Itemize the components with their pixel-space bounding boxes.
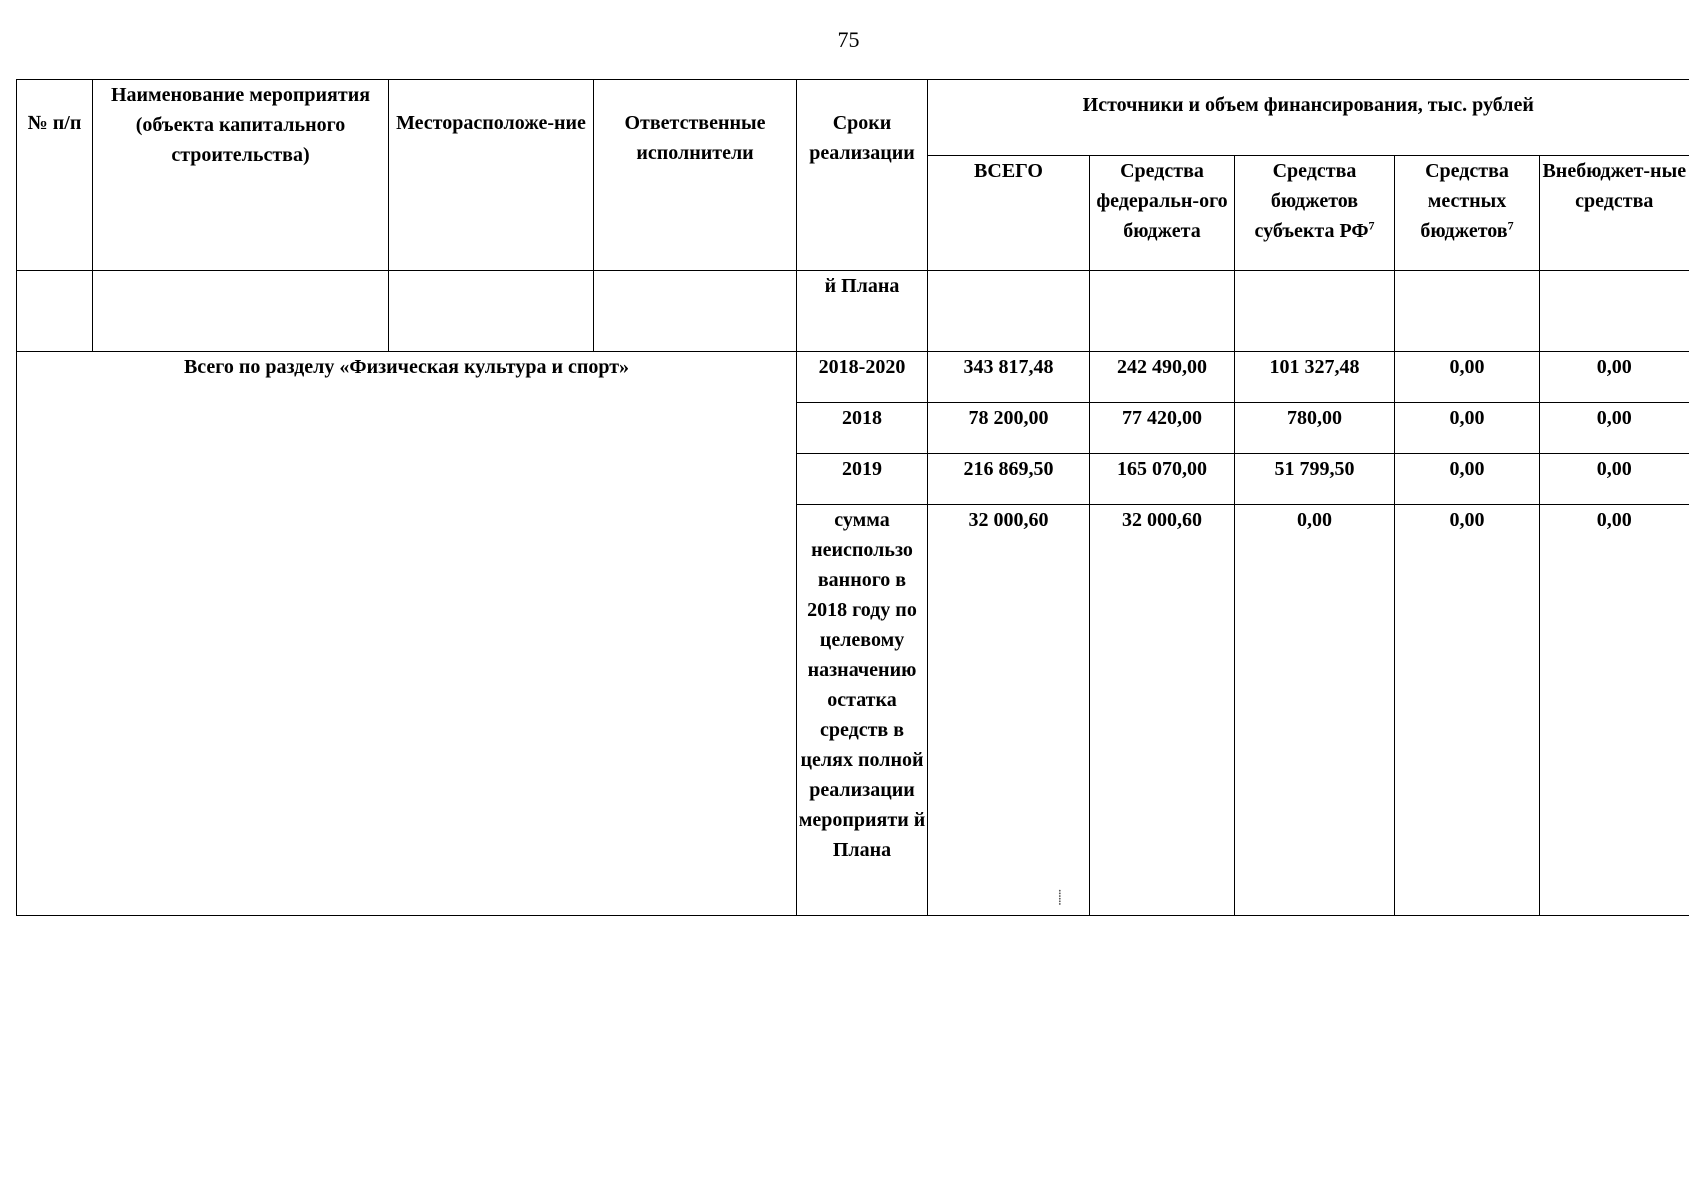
continued-row — [17, 271, 1689, 352]
header-responsible: Ответственные исполнители — [594, 80, 797, 271]
row-local: 0,00 — [1395, 352, 1540, 403]
row-total: 343 817,48 — [928, 352, 1090, 403]
row-federal: 242 490,00 — [1090, 352, 1235, 403]
table-row — [17, 352, 1689, 403]
row-period-note: сумма неиспользо ванного в 2018 году по целевому назначению остатка средств в целях полной реализации мероприяти й Плана — [797, 505, 928, 916]
continued-regional-cell — [1235, 271, 1395, 352]
row-local: 0,00 — [1395, 454, 1540, 505]
row-extra: 0,00 — [1540, 352, 1689, 403]
continued-total-cell — [928, 271, 1090, 352]
header-name: Наименование мероприятия (объекта капитального строительства) — [93, 80, 389, 271]
row-extra: 0,00 — [1540, 505, 1689, 916]
header-extra: Внебюджет-ные средства — [1540, 156, 1689, 271]
row-regional: 101 327,48 — [1235, 352, 1395, 403]
continued-federal-cell — [1090, 271, 1235, 352]
row-extra: 0,00 — [1540, 403, 1689, 454]
header-total: ВСЕГО — [928, 156, 1090, 271]
row-period: 2019 — [797, 454, 928, 505]
header-local: Средства местных бюджетов$^7$ — [1395, 156, 1540, 271]
row-total: 216 869,50 — [928, 454, 1090, 505]
row-federal: 77 420,00 — [1090, 403, 1235, 454]
header-federal: Средства федеральн-ого бюджета — [1090, 156, 1235, 271]
row-total: 32 000,60 — [928, 505, 1090, 916]
header-location: Месторасположе-ние — [389, 80, 594, 271]
continued-responsible-cell — [594, 271, 797, 352]
header-num: № п/п — [17, 80, 93, 271]
page-number: 75 — [837, 27, 860, 52]
header-row-1 — [17, 80, 1689, 156]
continued-extra-cell — [1540, 271, 1689, 352]
continued-location-cell — [389, 271, 594, 352]
row-period: 2018-2020 — [797, 352, 928, 403]
header-regional: Средства бюджетов субъекта $РФ^7$ — [1235, 156, 1395, 271]
row-period: 2018 — [797, 403, 928, 454]
row-local: 0,00 — [1395, 505, 1540, 916]
row-regional: 51 799,50 — [1235, 454, 1395, 505]
continued-local-cell — [1395, 271, 1540, 352]
continued-period-cell: й Плана — [797, 271, 928, 352]
section-total-label: Всего по разделу «Физическая культура и спорт» — [17, 352, 797, 916]
row-total: 78 200,00 — [928, 403, 1090, 454]
row-regional: 0,00 — [1235, 505, 1395, 916]
row-federal: 32 000,60 — [1090, 505, 1235, 916]
row-regional: 780,00 — [1235, 403, 1395, 454]
header-period: Сроки реализации — [797, 80, 928, 271]
continued-num-cell — [17, 271, 93, 352]
row-federal: 165 070,00 — [1090, 454, 1235, 505]
continued-name-cell — [93, 271, 389, 352]
row-local: 0,00 — [1395, 403, 1540, 454]
scan-mark: ⸽ — [1058, 891, 1062, 906]
header-funding-group: Источники и объем финансирования, тыс. рублей — [928, 80, 1689, 156]
row-extra: 0,00 — [1540, 454, 1689, 505]
financing-table — [16, 79, 1689, 916]
